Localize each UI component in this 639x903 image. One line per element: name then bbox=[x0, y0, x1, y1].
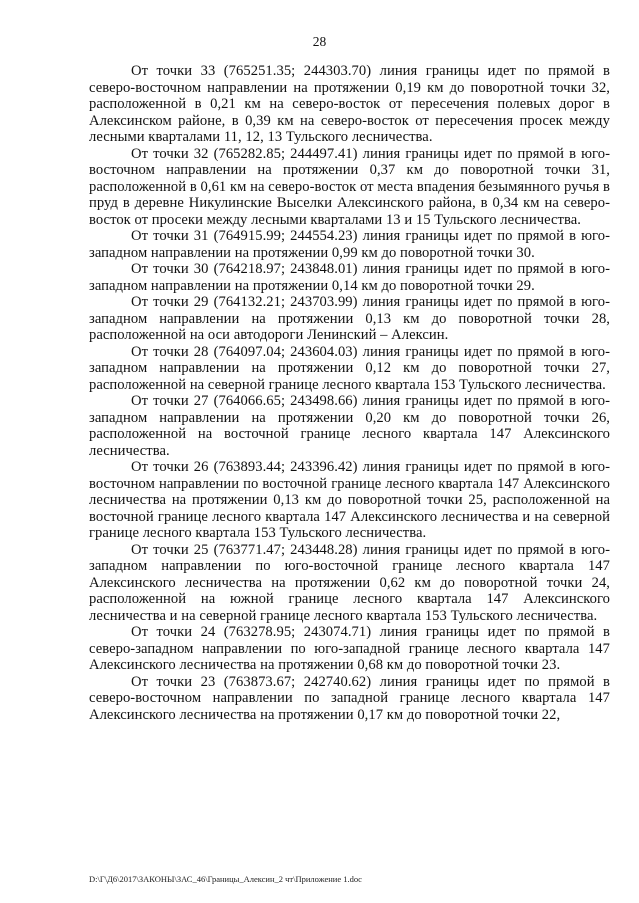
paragraph-point-25: От точки 25 (763771.47; 243448.28) линия границы идет по прямой в юго-западном направлении по юго-восточной границе лесного квартала 147 Алексинского лесничества на протяжении 0,62 км до поворотной точки 24, расположенной на южной границе лесного квартала 147 Алексинского лесничества и на северной границе лесного квартала 153 Тульского лесничества. bbox=[89, 541, 610, 624]
paragraph-point-28: От точки 28 (764097.04; 243604.03) линия границы идет по прямой в юго-западном направлении на протяжении 0,12 км до поворотной точки 27, расположенной на северной границе лесного квартала 153 Тульского лесничества. bbox=[89, 343, 610, 393]
paragraph-point-30: От точки 30 (764218.97; 243848.01) линия границы идет по прямой в юго-западном направлении на протяжении 0,14 км до поворотной точки 29. bbox=[89, 261, 610, 294]
paragraph-point-24: От точки 24 (763278.95; 243074.71) линия границы идет по прямой в северо-западном направлении по юго-западной границе лесного квартала 147 Алексинского лесничества на протяжении 0,68 км до поворотной точки 23. bbox=[89, 624, 610, 673]
document-body bbox=[89, 63, 610, 723]
paragraph-point-33: От точки 33 (765251.35; 244303.70) линия границы идет по прямой в северо-восточном направлении на протяжении 0,19 км до поворотной точки 32, расположенной в 0,21 км на северо-восток от пересечения полевых дорог в Алексинском районе, в 0,39 км на северо-восток от пересечения просек между лесными кварталами 11, 12, 13 Тульского лесничества. bbox=[89, 63, 610, 145]
paragraph-point-27: От точки 27 (764066.65; 243498.66) линия границы идет по прямой в юго-западном направлении на протяжении 0,20 км до поворотной точки 26, расположенной на восточной границе лесного квартала 147 Алексинского лесничества. bbox=[89, 393, 610, 459]
page-number: 28 bbox=[312, 34, 327, 49]
paragraph-point-23: От точки 23 (763873.67; 242740.62) линия границы идет по прямой в северо-восточном направлении по западной границе лесного квартала 147 Алексинского лесничества на протяжении 0,17 км до поворотной точки 22, bbox=[89, 673, 610, 723]
paragraph-point-31: От точки 31 (764915.99; 244554.23) линия границы идет по прямой в юго-западном направлении на протяжении 0,99 км до поворотной точки 30. bbox=[89, 228, 610, 261]
paragraph-point-29: От точки 29 (764132.21; 243703.99) линия границы идет по прямой в юго-западном направлении на протяжении 0,13 км до поворотной точки 28, расположенной на оси автодороги Ленинский – Алексин. bbox=[89, 294, 610, 343]
paragraph-point-32: От точки 32 (765282.85; 244497.41) линия границы идет по прямой в юго-восточном направлении на протяжении 0,37 км до поворотной точки 31, расположенной в 0,61 км на северо-восток от места впадения безымянного ручья в пруд в деревне Никулинские Выселки Алексинского района, в 0,34 км на северо-восток от просеки между лесными кварталами 13 и 15 Тульского лесничества. bbox=[89, 145, 610, 228]
paragraph-point-26: От точки 26 (763893.44; 243396.42) линия границы идет по прямой в юго-восточном направлении по восточной границе лесного квартала 147 Алексинского лесничества на протяжении 0,13 км до поворотной точки 25, расположенной на восточной границе лесного квартала 147 Алексинского лесничества и на северной границе лесного квартала 153 Тульского лесничества. bbox=[89, 459, 610, 541]
footer-file-path: D:\Г\Д6\2017\ЗАКОНЫ\ЗАС_46\Границы_Алексин_2 чт\Приложение 1.doc bbox=[89, 874, 362, 884]
